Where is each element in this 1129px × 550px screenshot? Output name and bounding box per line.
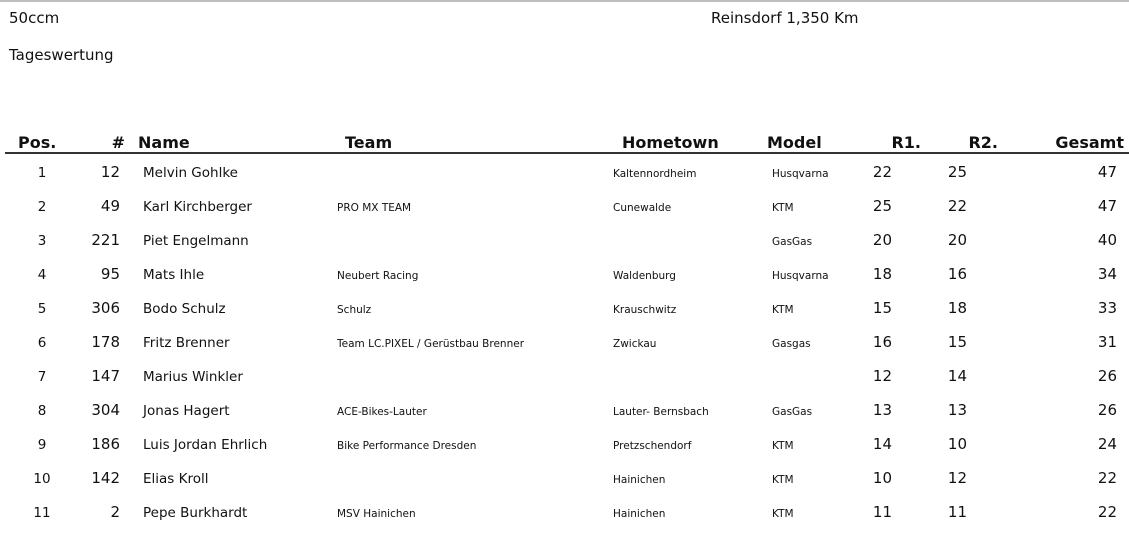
cell-pos: 7	[37, 369, 47, 385]
cell-name: Piet Engelmann	[143, 233, 249, 249]
cell-num: 221	[91, 231, 120, 249]
cell-team: ACE-Bikes-Lauter	[337, 406, 427, 418]
col-name: Name	[138, 133, 190, 152]
cell-r2: 11	[947, 503, 967, 521]
class-title: 50ccm	[9, 9, 60, 27]
col-pos: Pos.	[18, 133, 57, 152]
cell-hometown: Pretzschendorf	[613, 440, 692, 452]
table-row	[0, 335, 1129, 369]
cell-total: 40	[1097, 231, 1117, 249]
cell-model: Husqvarna	[772, 270, 829, 282]
cell-r1: 14	[872, 435, 892, 453]
col-r1: R1.	[891, 133, 921, 152]
cell-pos: 5	[37, 301, 47, 317]
col-total: Gesamt	[1055, 133, 1124, 152]
cell-r2: 10	[947, 435, 967, 453]
col-team: Team	[345, 133, 393, 152]
cell-model: KTM	[772, 304, 794, 316]
cell-r1: 11	[872, 503, 892, 521]
cell-total: 47	[1097, 197, 1117, 215]
cell-total: 22	[1097, 469, 1117, 487]
cell-r1: 16	[872, 333, 892, 351]
cell-r2: 15	[947, 333, 967, 351]
cell-name: Pepe Burkhardt	[143, 505, 248, 521]
col-num: #	[111, 133, 125, 152]
table-row	[0, 471, 1129, 505]
cell-name: Jonas Hagert	[143, 403, 230, 419]
table-row	[0, 403, 1129, 437]
cell-model: GasGas	[772, 236, 813, 248]
cell-hometown: Waldenburg	[613, 270, 676, 282]
cell-pos: 9	[37, 437, 47, 453]
location-title: Reinsdorf 1,350 Km	[711, 9, 859, 27]
table-row	[0, 199, 1129, 233]
cell-r2: 13	[947, 401, 967, 419]
cell-pos: 11	[33, 505, 51, 521]
cell-pos: 4	[37, 267, 47, 283]
cell-total: 47	[1097, 163, 1117, 181]
cell-r2: 12	[947, 469, 967, 487]
cell-name: Karl Kirchberger	[143, 199, 252, 215]
table-row	[0, 369, 1129, 403]
cell-num: 95	[100, 265, 120, 283]
cell-team: Bike Performance Dresden	[337, 440, 477, 452]
table-row	[0, 505, 1129, 539]
cell-r1: 12	[872, 367, 892, 385]
cell-total: 33	[1097, 299, 1117, 317]
cell-r1: 22	[872, 163, 892, 181]
cell-total: 31	[1097, 333, 1117, 351]
cell-model: GasGas	[772, 406, 813, 418]
cell-total: 26	[1097, 367, 1117, 385]
cell-model: KTM	[772, 440, 794, 452]
cell-num: 12	[100, 163, 120, 181]
cell-total: 26	[1097, 401, 1117, 419]
cell-hometown: Kaltennordheim	[613, 168, 697, 180]
table-row	[0, 437, 1129, 471]
table-row	[0, 267, 1129, 301]
col-model: Model	[767, 133, 822, 152]
cell-pos: 1	[37, 165, 47, 181]
cell-r1: 18	[872, 265, 892, 283]
cell-num: 147	[91, 367, 120, 385]
cell-team: PRO MX TEAM	[337, 202, 412, 214]
cell-num: 304	[91, 401, 120, 419]
cell-r2: 14	[947, 367, 967, 385]
cell-total: 34	[1097, 265, 1117, 283]
cell-team: Team LC.PIXEL / Gerüstbau Brenner	[337, 338, 525, 350]
cell-r1: 15	[872, 299, 892, 317]
cell-r2: 18	[947, 299, 967, 317]
cell-name: Melvin Gohlke	[143, 165, 238, 181]
cell-team: MSV Hainichen	[337, 508, 416, 520]
cell-num: 49	[100, 197, 120, 215]
subtitle: Tageswertung	[9, 46, 114, 64]
cell-name: Mats Ihle	[143, 267, 205, 283]
cell-team: Neubert Racing	[337, 270, 419, 282]
cell-hometown: Cunewalde	[613, 202, 672, 214]
cell-model: Husqvarna	[772, 168, 829, 180]
cell-r2: 25	[947, 163, 967, 181]
cell-r2: 20	[947, 231, 967, 249]
cell-r1: 20	[872, 231, 892, 249]
table-row	[0, 233, 1129, 267]
cell-pos: 2	[37, 199, 47, 215]
cell-r1: 10	[872, 469, 892, 487]
cell-total: 22	[1097, 503, 1117, 521]
col-r2: R2.	[968, 133, 998, 152]
cell-num: 306	[91, 299, 120, 317]
cell-model: KTM	[772, 474, 794, 486]
cell-name: Elias Kroll	[143, 471, 209, 487]
cell-r2: 22	[947, 197, 967, 215]
table-row	[0, 301, 1129, 335]
cell-num: 186	[91, 435, 120, 453]
cell-hometown: Lauter- Bernsbach	[613, 406, 709, 418]
cell-pos: 8	[37, 403, 47, 419]
cell-total: 24	[1097, 435, 1117, 453]
cell-r2: 16	[947, 265, 967, 283]
top-border	[0, 0, 1129, 2]
cell-hometown: Hainichen	[613, 508, 666, 520]
cell-model: KTM	[772, 508, 794, 520]
cell-pos: 10	[33, 471, 51, 487]
cell-name: Luis Jordan Ehrlich	[143, 437, 268, 453]
header-rule	[5, 152, 1129, 154]
cell-num: 142	[91, 469, 120, 487]
cell-num: 178	[91, 333, 120, 351]
cell-model: Gasgas	[772, 338, 811, 350]
cell-hometown: Hainichen	[613, 474, 666, 486]
col-hometown: Hometown	[622, 133, 719, 152]
cell-pos: 6	[37, 335, 47, 351]
cell-name: Fritz Brenner	[143, 335, 230, 351]
cell-team: Schulz	[337, 304, 372, 316]
cell-name: Marius Winkler	[143, 369, 243, 385]
cell-r1: 25	[872, 197, 892, 215]
cell-pos: 3	[37, 233, 47, 249]
cell-r1: 13	[872, 401, 892, 419]
cell-name: Bodo Schulz	[143, 301, 226, 317]
cell-model: KTM	[772, 202, 794, 214]
cell-num: 2	[110, 503, 120, 521]
cell-hometown: Krauschwitz	[613, 304, 677, 316]
cell-hometown: Zwickau	[613, 338, 657, 350]
table-row	[0, 165, 1129, 199]
